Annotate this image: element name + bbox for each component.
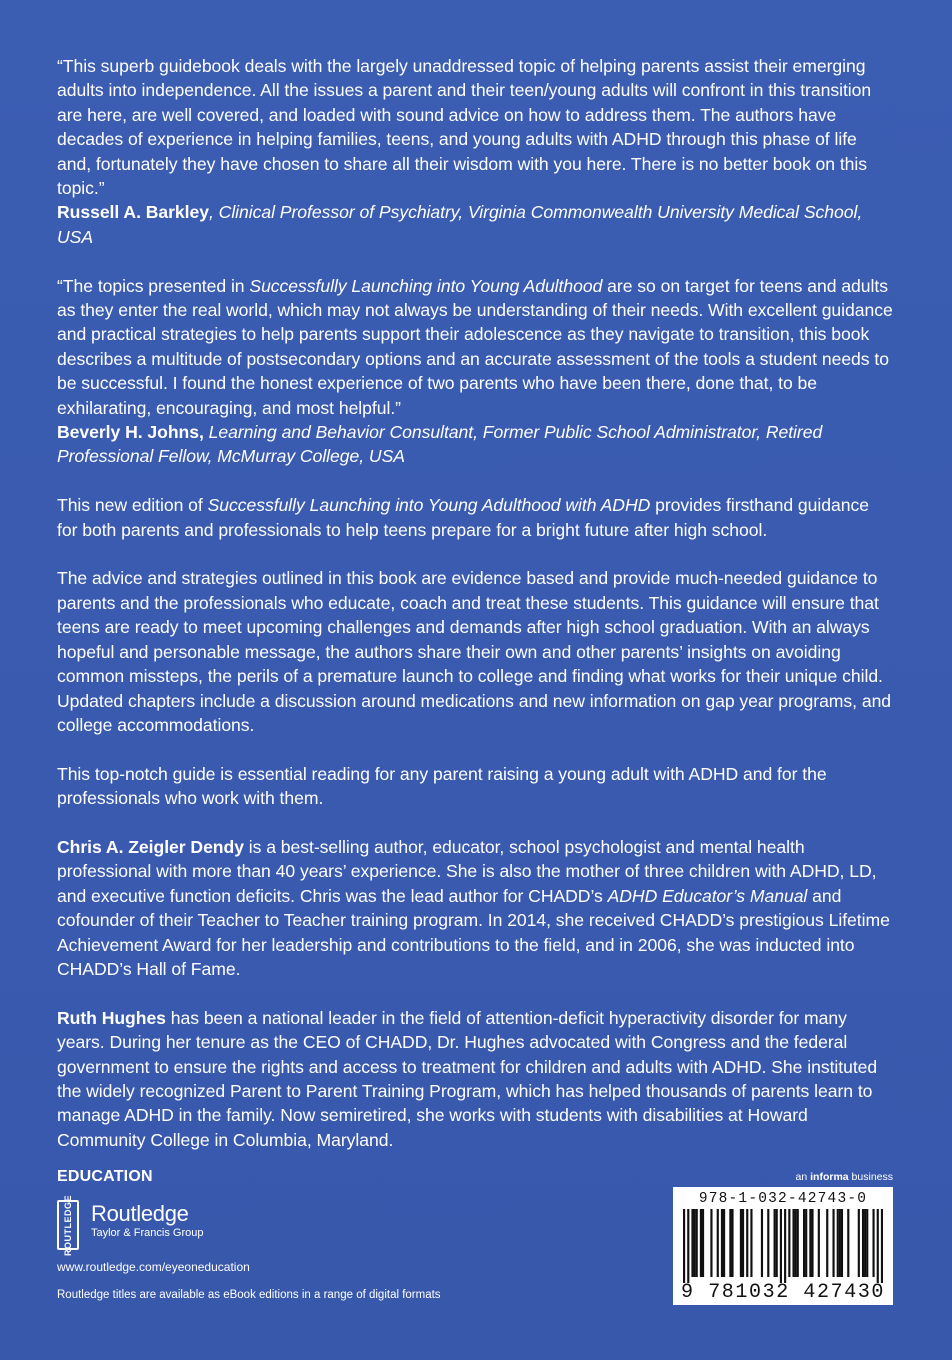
- barcode-bar: [784, 1209, 786, 1283]
- barcode-bar: [717, 1209, 719, 1277]
- barcode-bar: [780, 1209, 782, 1283]
- quote-2-role: Learning and Behavior Consultant, Former Public School Administrator, Retired Professional Fellow, McMurray College, USA: [57, 422, 823, 467]
- routledge-logo: [57, 1194, 250, 1256]
- barcode-bar: [687, 1209, 689, 1283]
- barcode-bar: [847, 1209, 849, 1277]
- barcode-bar: [702, 1209, 704, 1277]
- barcode-bar: [826, 1209, 828, 1277]
- author-bio-hughes: Ruth Hughes has been a national leader in the field of attention-deficit hyperactivity disorder for many years. During her tenure as the CEO of CHADD, Dr. Hughes advocated with Congress and the federal government to ensure the rights and access to treatment for children and adults with ADHD. She instituted the widely recognized Parent to Parent Training Program, which has helped thousands of parents learn to manage ADHD in the family. Now semiretired, she works with students with disabilities at Howard Community College in Columbia, Maryland.: [57, 1007, 878, 1150]
- barcode-bar: [721, 1209, 723, 1277]
- informa-tagline: an informa business: [795, 1171, 893, 1183]
- barcode-bar: [837, 1209, 839, 1277]
- barcode-bar: [877, 1209, 879, 1283]
- quote-1: “This superb guidebook deals with the largely unaddressed topic of helping parents assist their emerging adults into independence. All the issues a parent and their teen/young adults will confront in this transition are here, are well covered, and loaded with sound advice on how to address them. The authors have decades of experience in helping families, teens, and young adults with ADHD through this phase of life and, fortunately they have chosen to share all their wisdom with you here. There is no better book on this topic.”: [57, 56, 872, 199]
- barcode-bar: [809, 1209, 811, 1277]
- barcode-bar: [811, 1209, 813, 1277]
- barcode-bar: [683, 1209, 685, 1283]
- barcode-bar: [803, 1209, 805, 1277]
- barcode-bar: [776, 1209, 778, 1277]
- barcode-bar: [788, 1209, 790, 1277]
- barcode-bar: [841, 1209, 843, 1277]
- barcode-bar: [866, 1209, 868, 1277]
- barcode-bar: [729, 1209, 731, 1277]
- barcode-bar: [731, 1209, 733, 1277]
- isbn-barcode: [673, 1187, 893, 1305]
- barcode-bar: [862, 1209, 864, 1277]
- barcode-bar: [700, 1209, 702, 1277]
- routledge-logo-icon: ROUTLEDGE: [57, 1200, 79, 1250]
- barcode-bar: [805, 1209, 807, 1277]
- isbn-text: 978-1-032-42743-0: [698, 1191, 868, 1207]
- publisher-block: [57, 1168, 250, 1274]
- back-cover-text: [57, 54, 893, 1177]
- barcode-bar: [750, 1209, 752, 1277]
- author-bio-dendy: Chris A. Zeigler Dendy is a best-selling author, educator, school psychologist and mental health professional with more than 40 years’ experience. She is also the mother of three children with ADHD, LD, and executive function deficits. Chris was the lead author for CHADD’s ADHD Educator’s Manual and cofounder of their Teacher to Teacher training program. In 2014, she received CHADD’s prestigious Lifetime Achievement Award for her leadership and contributions to the field, and in 2006, she was inducted into CHADD’s Hall of Fame.: [57, 836, 890, 979]
- quote-1-role: , Clinical Professor of Psychiatry, Virginia Commonwealth University Medical School, USA: [57, 202, 863, 247]
- barcode-bar: [691, 1209, 693, 1277]
- barcode-bar: [864, 1209, 866, 1277]
- description-body: The advice and strategies outlined in this book are evidence based and provide much-needed guidance to parents and the professionals who educate, coach and treat these students. This guidance will ensure that teens are ready to meet upcoming challenges and demands after high school graduation. With an always hopeful and personable message, the authors share their own and other parents’ insights on avoiding common missteps, the perils of a premature launch to college and finding what works for their unique child. Updated chapters include a discussion around medications and new information on gap year programs, and college accommodations.: [57, 568, 892, 735]
- barcode-bar: [742, 1209, 744, 1277]
- publisher-name: Routledge: [91, 1201, 189, 1226]
- description-intro: This new edition of Successfully Launching into Young Adulthood with ADHD provides firsthand guidance for both parents and professionals to help teens prepare for a bright future after high school.: [57, 495, 869, 540]
- barcode-bar: [723, 1209, 725, 1277]
- barcode-bar: [797, 1209, 799, 1277]
- category-label: EDUCATION: [57, 1168, 153, 1185]
- barcode-bar: [858, 1209, 860, 1277]
- barcode-bar: [881, 1209, 883, 1283]
- barcode-bar: [746, 1209, 748, 1277]
- quote-2-attribution: [57, 420, 893, 469]
- barcode-bar: [792, 1209, 794, 1277]
- barcode-bar: [839, 1209, 841, 1277]
- quote-1-author: Russell A. Barkley: [57, 202, 209, 223]
- barcode-bars: [683, 1209, 883, 1283]
- barcode-bar: [694, 1209, 696, 1277]
- barcode-bar: [872, 1209, 874, 1277]
- barcode-digits: 9 781032 427430: [681, 1281, 886, 1304]
- publisher-website[interactable]: www.routledge.com/eyeoneducation: [57, 1260, 250, 1274]
- ebook-note: Routledge titles are available as eBook editions in a range of digital formats: [57, 1289, 441, 1301]
- barcode-bar: [710, 1209, 712, 1277]
- barcode-bar: [795, 1209, 797, 1277]
- description-summary: This top-notch guide is essential reading for any parent raising a young adult with ADHD and for the professionals who work with them.: [57, 763, 827, 809]
- quote-1-attribution: [57, 200, 893, 249]
- barcode-bar: [774, 1209, 776, 1277]
- publisher-group: Taylor & Francis Group: [91, 1227, 204, 1239]
- barcode-bar: [696, 1209, 698, 1277]
- barcode-bar: [761, 1209, 763, 1277]
- barcode-bar: [740, 1209, 742, 1277]
- quote-2-author: Beverly H. Johns,: [57, 422, 204, 443]
- barcode-bar: [767, 1209, 769, 1277]
- quote-2: “The topics presented in Successfully Launching into Young Adulthood are so on target for teens and adults as they enter the real world, which may not always be understanding of their needs. With excellent guidance and practical strategies to help parents support their adolescence as they navigate to transition, this book describes a multitude of postsecondary options and an accurate assessment of the tools a student needs to be successful. I found the honest experience of two parents who have been there, done that, to be exhilarating, encouraging, and most helpful.”: [57, 275, 893, 418]
- barcode-bar: [818, 1209, 820, 1277]
- barcode-bar: [832, 1209, 834, 1277]
